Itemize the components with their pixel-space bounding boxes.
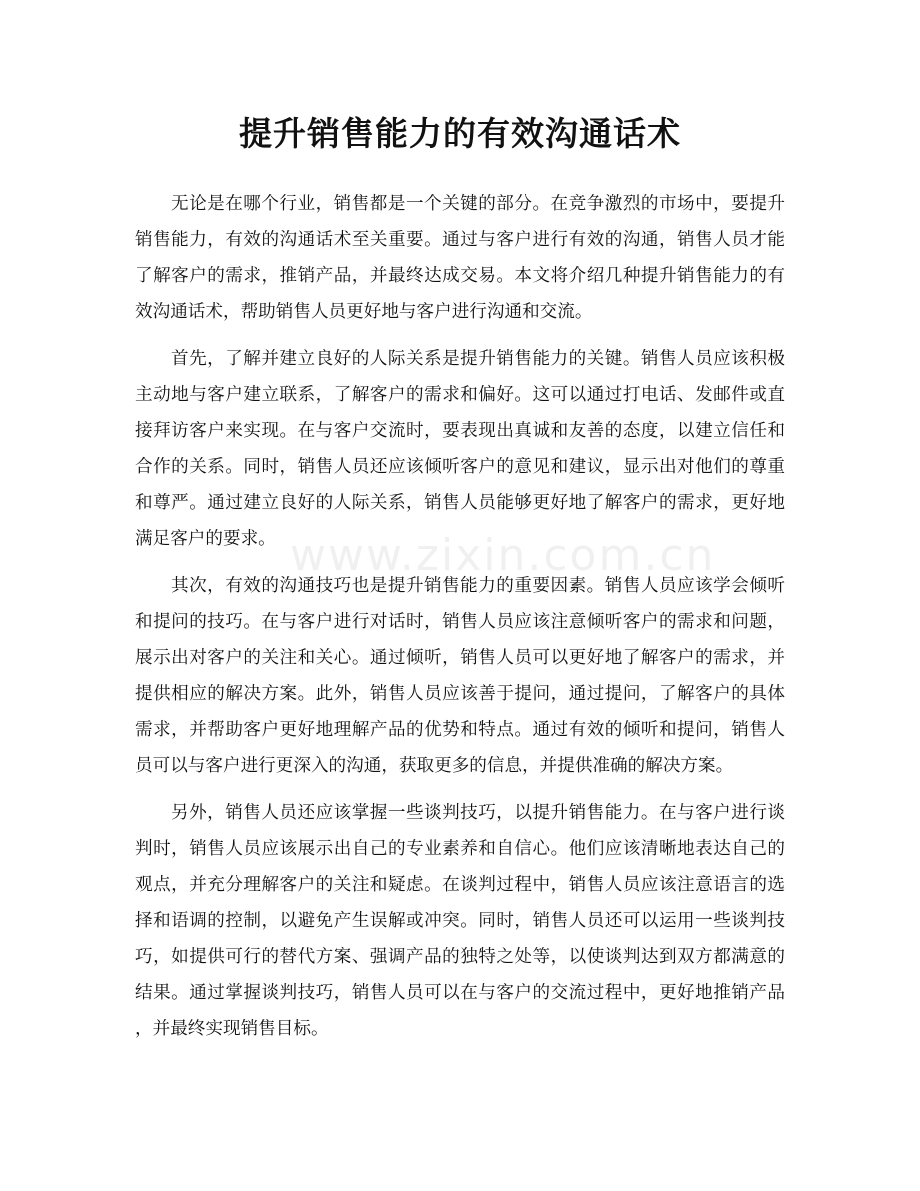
paragraph-line: 员可以与客户进行更深入的沟通，获取更多的信息，并提供准确的解决方案。 <box>135 756 734 776</box>
paragraph-line: 提供相应的解决方案。此外，销售人员应该善于提问，通过提问，了解客户的具体 <box>135 684 785 704</box>
paragraph-line: 择和语调的控制，以避免产生误解或冲突。同时，销售人员还可以运用一些谈判技 <box>135 911 785 931</box>
paragraph-line: 了解客户的需求，推销产品，并最终达成交易。本文将介绍几种提升销售能力的有 <box>135 266 785 286</box>
paragraph-line: 判时，销售人员应该展示出自己的专业素养和自信心。他们应该清晰地表达自己的 <box>135 839 785 859</box>
paragraph-line: 无论是在哪个行业，销售都是一个关键的部分。在竞争激烈的市场中，要提升 <box>171 194 785 214</box>
document-title: 提升销售能力的有效沟通话术 <box>239 114 681 153</box>
paragraph-line: 结果。通过掌握谈判技巧，销售人员可以在与客户的交流过程中，更好地推销产品 <box>135 983 785 1003</box>
paragraph-line: 和提问的技巧。在与客户进行对话时，销售人员应该注意倾听客户的需求和问题， <box>135 612 785 632</box>
paragraph-line: 合作的关系。同时，销售人员还应该倾听客户的意见和建议，显示出对他们的尊重 <box>135 457 785 477</box>
paragraph-line: 首先，了解并建立良好的人际关系是提升销售能力的关键。销售人员应该积极 <box>171 349 785 369</box>
paragraph-line: 销售能力，有效的沟通话术至关重要。通过与客户进行有效的沟通，销售人员才能 <box>135 230 785 250</box>
paragraph-line: 其次，有效的沟通技巧也是提升销售能力的重要因素。销售人员应该学会倾听 <box>171 576 785 596</box>
paragraph <box>135 186 785 330</box>
paragraph-line: 巧，如提供可行的替代方案、强调产品的独特之处等，以使谈判达到双方都满意的 <box>135 947 785 967</box>
paragraph <box>135 568 785 784</box>
paragraph-line: ，并最终实现销售目标。 <box>135 1019 329 1039</box>
paragraph-line: 接拜访客户来实现。在与客户交流时，要表现出真诚和友善的态度，以建立信任和 <box>135 421 785 441</box>
paragraph-line: 主动地与客户建立联系，了解客户的需求和偏好。这可以通过打电话、发邮件或直 <box>135 385 785 405</box>
paragraph-line: 效沟通话术，帮助销售人员更好地与客户进行沟通和交流。 <box>135 302 593 322</box>
document-body <box>135 186 785 1058</box>
paragraph-line: 需求，并帮助客户更好地理解产品的优势和特点。通过有效的倾听和提问，销售人 <box>135 720 785 740</box>
paragraph <box>135 795 785 1047</box>
paragraph-line: 观点，并充分理解客户的关注和疑虑。在谈判过程中，销售人员应该注意语言的选 <box>135 875 785 895</box>
paragraph-line: 展示出对客户的关注和关心。通过倾听，销售人员可以更好地了解客户的需求，并 <box>135 648 785 668</box>
paragraph-line: 满足客户的要求。 <box>135 529 276 549</box>
paragraph <box>135 341 785 557</box>
paragraph-line: 和尊严。通过建立良好的人际关系，销售人员能够更好地了解客户的需求，更好地 <box>135 493 785 513</box>
paragraph-line: 另外，销售人员还应该掌握一些谈判技巧，以提升销售能力。在与客户进行谈 <box>171 803 785 823</box>
watermark: www.zixin.com.cn <box>290 530 716 581</box>
